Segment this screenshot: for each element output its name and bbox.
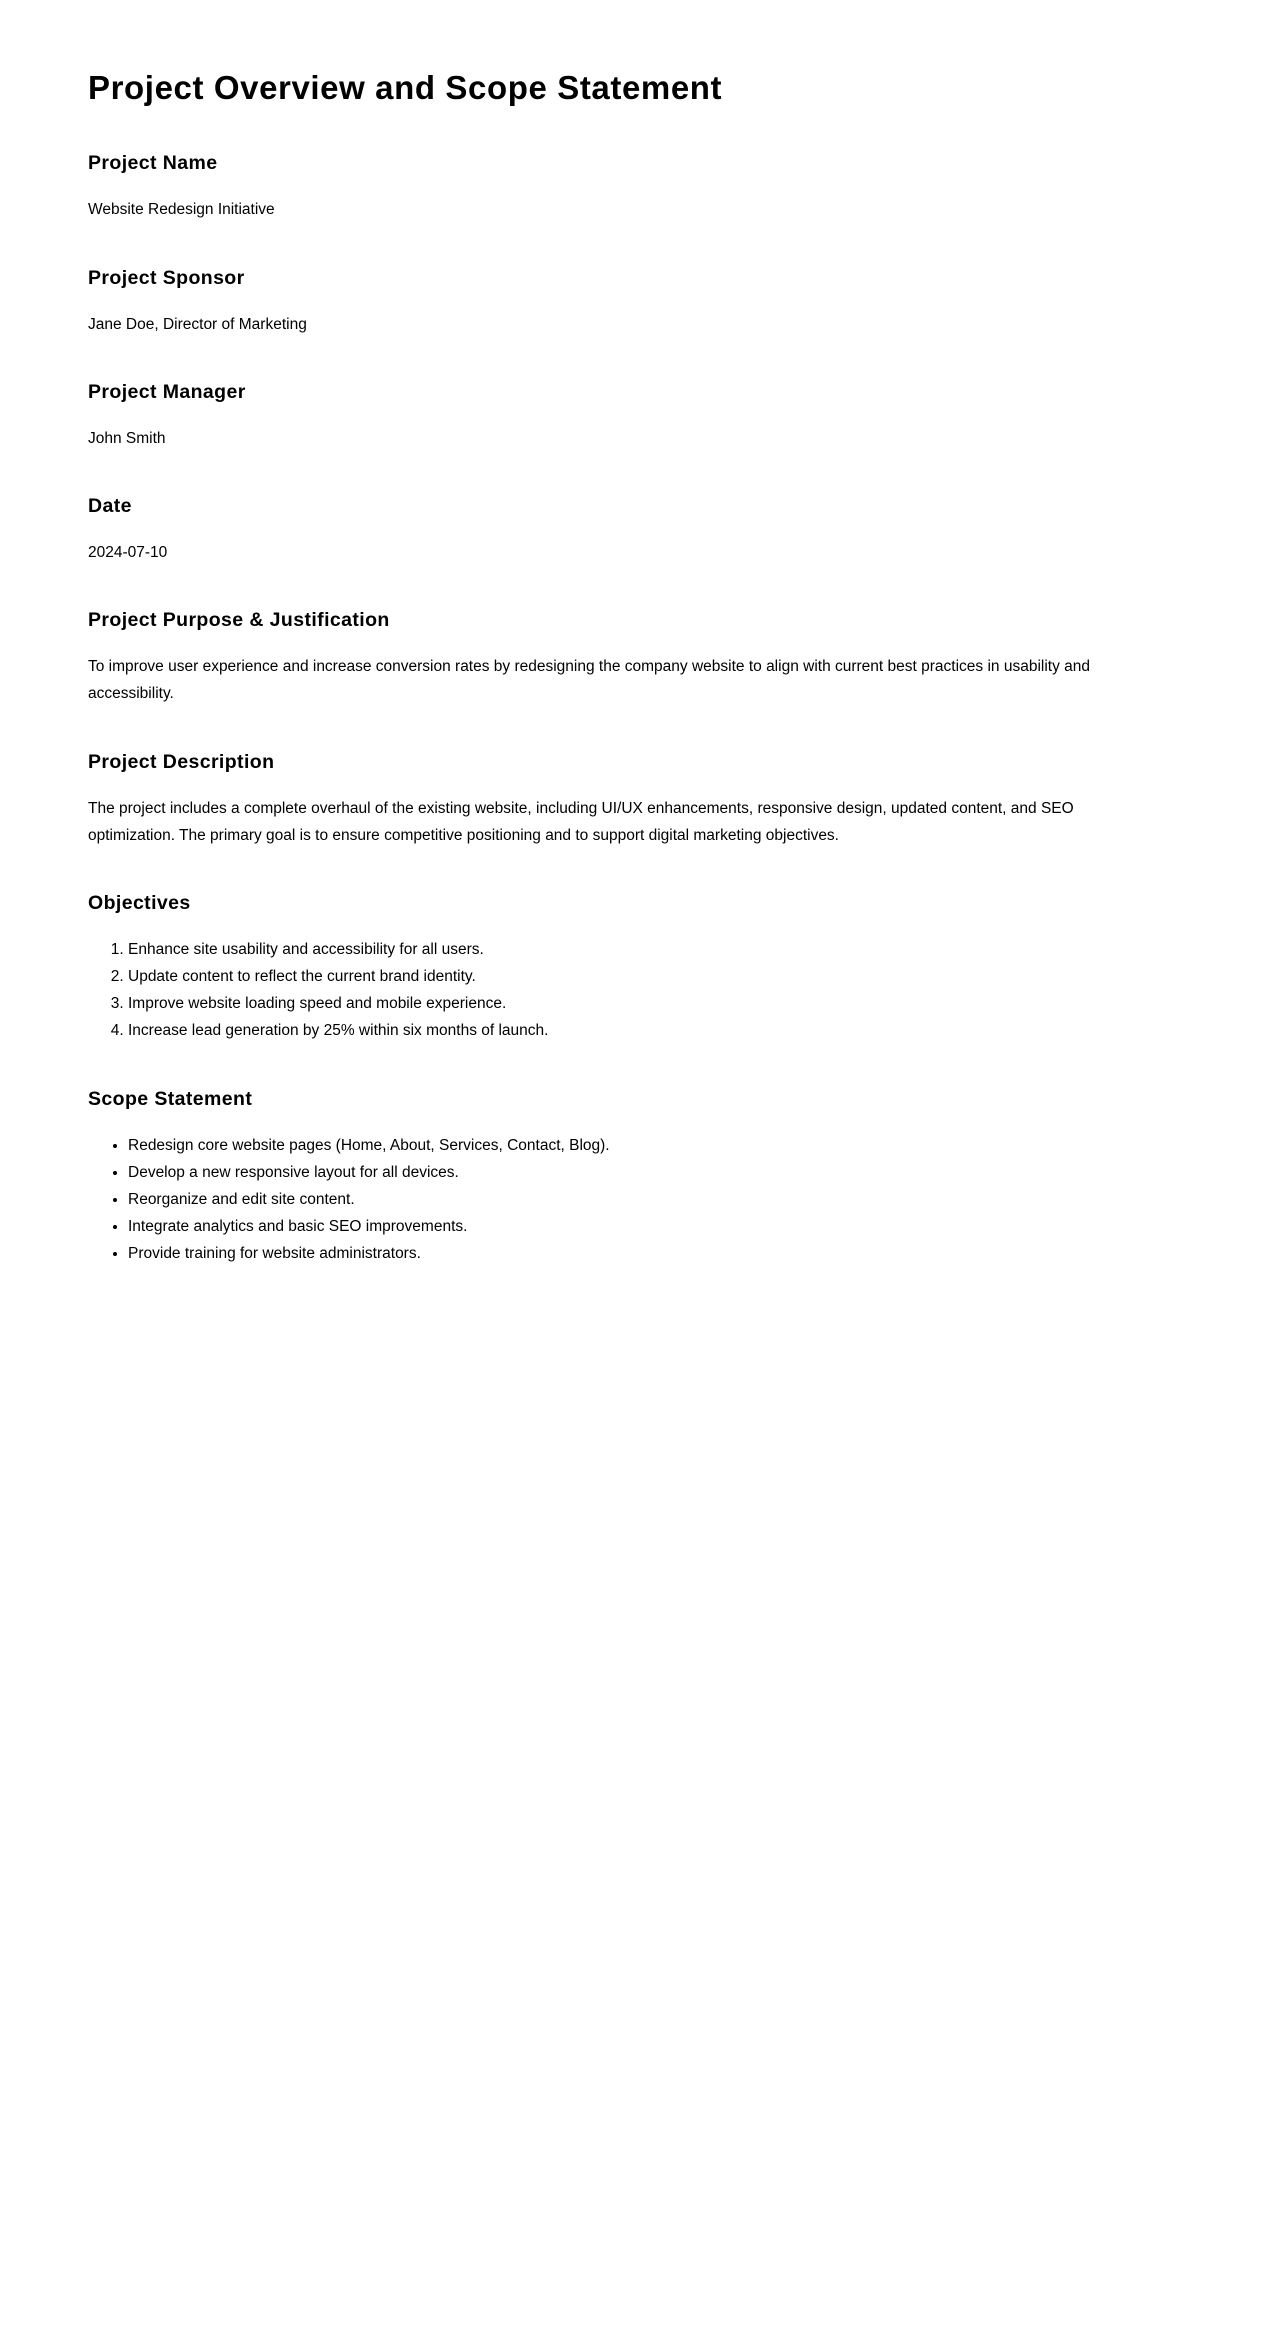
list-item: 1. Enhance site usability and accessibility for all users. bbox=[128, 936, 1148, 963]
list-item: 4. Increase lead generation by 25% within six months of launch. bbox=[128, 1017, 1148, 1044]
section-heading: Project Name bbox=[88, 152, 218, 174]
list-item: 2. Update content to reflect the current brand identity. bbox=[128, 963, 1148, 990]
objectives-list bbox=[88, 936, 1148, 1044]
section-heading: Project Manager bbox=[88, 381, 246, 403]
list-item: • Develop a new responsive layout for all devices. bbox=[128, 1159, 1148, 1186]
section-purpose bbox=[88, 607, 1148, 707]
list-item: • Redesign core website pages (Home, About, Services, Contact, Blog). bbox=[128, 1132, 1148, 1159]
section-project-sponsor bbox=[88, 265, 1148, 338]
date-value: 2024-07-10 bbox=[88, 544, 168, 561]
project-sponsor-value: Jane Doe, Director of Marketing bbox=[88, 316, 307, 333]
list-item: • Reorganize and edit site content. bbox=[128, 1186, 1148, 1213]
section-project-manager bbox=[88, 379, 1148, 452]
section-heading: Date bbox=[88, 495, 132, 517]
list-item: • Provide training for website administrators. bbox=[128, 1240, 1148, 1267]
project-name-value: Website Redesign Initiative bbox=[88, 201, 275, 218]
section-heading: Scope Statement bbox=[88, 1088, 253, 1110]
section-date bbox=[88, 493, 1148, 566]
list-item: • Integrate analytics and basic SEO improvements. bbox=[128, 1213, 1148, 1240]
scope-list bbox=[88, 1132, 1148, 1267]
section-description bbox=[88, 749, 1148, 849]
project-manager-value: John Smith bbox=[88, 430, 166, 447]
section-heading: Objectives bbox=[88, 892, 191, 914]
section-project-name bbox=[88, 150, 1148, 223]
purpose-text: To improve user experience and increase conversion rates by redesigning the company website to align with current best practices in usability and accessibility. bbox=[88, 658, 1091, 702]
section-objectives bbox=[88, 890, 1148, 1044]
description-text: The project includes a complete overhaul of the existing website, including UI/UX enhancements, responsive design, updated content, and SEO optimization. The primary goal is to ensure competitive positioning and to support digital marketing objectives. bbox=[88, 800, 1074, 844]
section-heading: Project Purpose & Justification bbox=[88, 609, 390, 631]
section-heading: Project Sponsor bbox=[88, 267, 245, 289]
section-scope bbox=[88, 1086, 1148, 1267]
section-heading: Project Description bbox=[88, 751, 275, 773]
list-item: 3. Improve website loading speed and mobile experience. bbox=[128, 990, 1148, 1017]
page-title: Project Overview and Scope Statement bbox=[88, 69, 723, 106]
